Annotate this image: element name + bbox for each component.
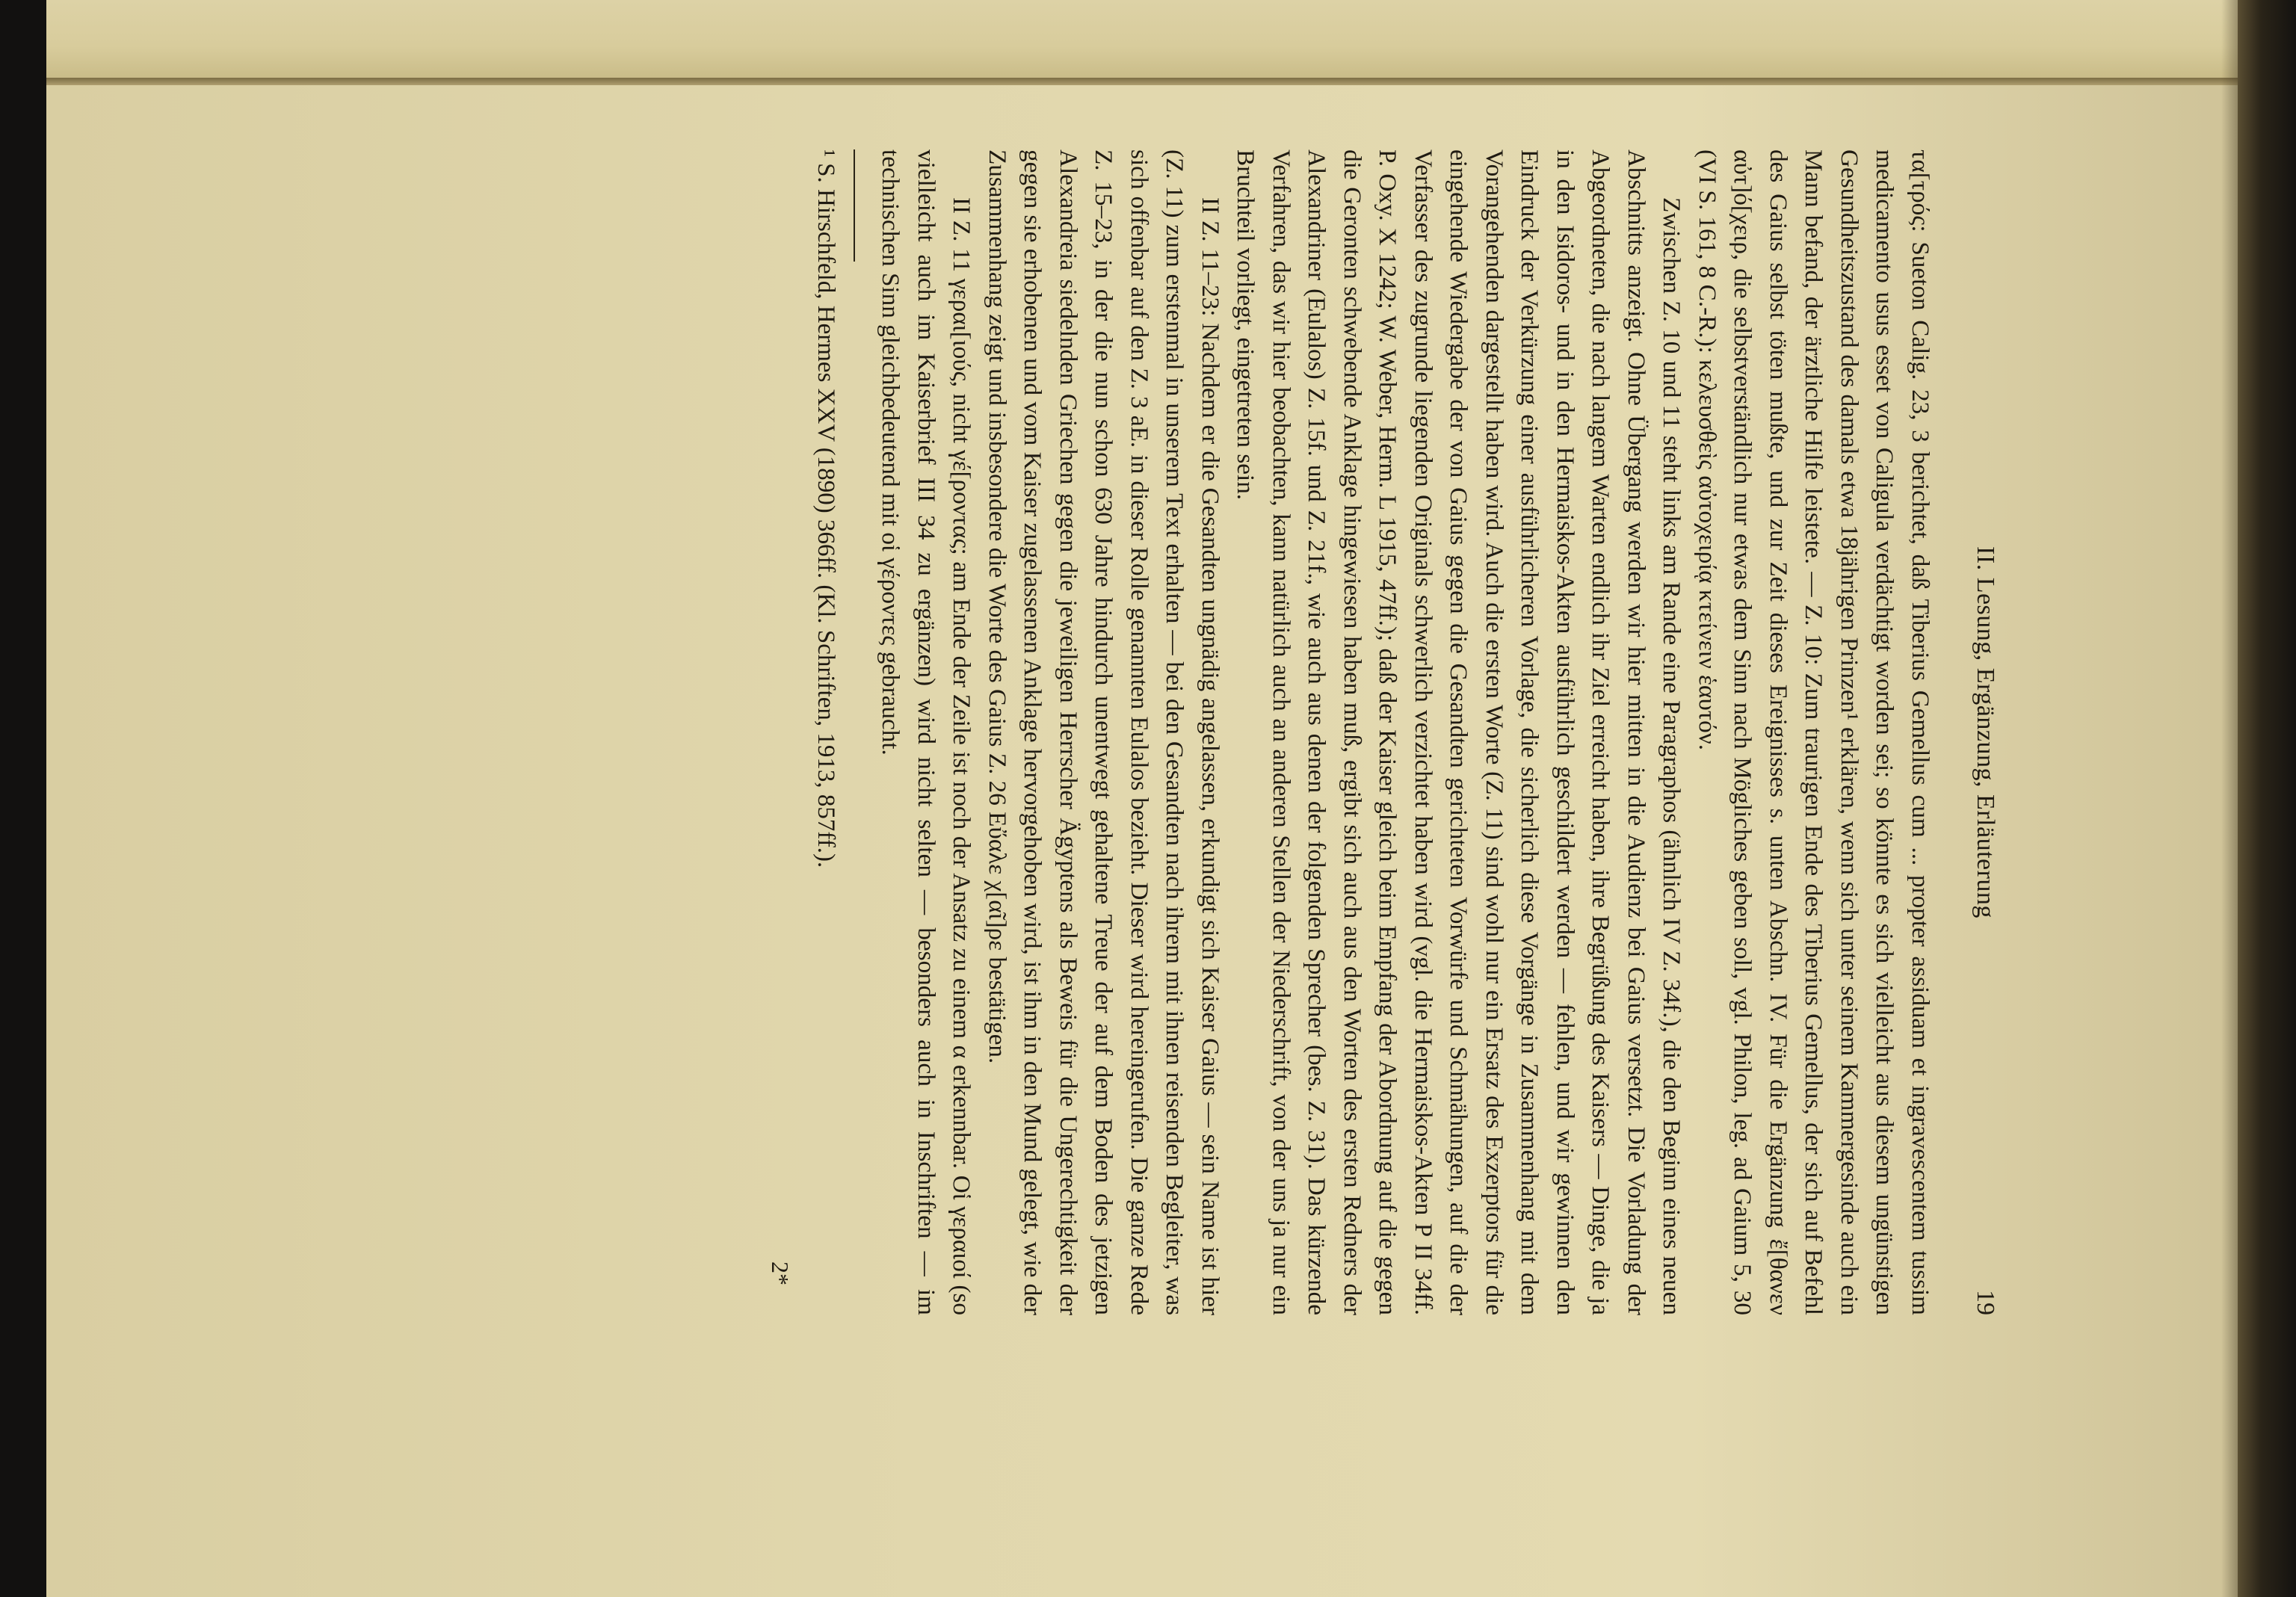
signature-mark: 2* [767,1261,794,1285]
page-number: 19 [1972,1290,1999,1315]
running-header: II. Lesung, Ergänzung, Erläuterung [1972,546,1999,918]
paragraph-3: II Z. 11–23: Nachdem er die Gesandten ungnädig angelassen, erkundigt sich Kaiser Gaius — sein Name ist hier (Z. 11) zum erstenmal in unserem Text erhalten — bei den Gesandten nach ihrem mit ihnen reisenden Begleiter, was sich offenbar auf den Z. 3 aE. in dieser Rolle genannten Eulalos bezieht. Dieser wird hereingerufen. Die ganze Rede Z. 15–23, in der die nun schon 630 Jahre hindurch unentwegt gehaltene Treue der auf dem Boden des jetzigen Alexandreia siedelnden Griechen gegen die jeweiligen Herrscher Ägyptens als Beweis für die Ungerechtigkeit der gegen sie erhobenen und vom Kaiser zugelassenen Anklage hervorgehoben wird, ist ihm in den Mund gelegt, wie der Zusammenhang zeigt und insbesondere die Worte des Gaius Z. 26 Εὔαλε χ[αῖ]ρε bestätigen. [984,149,1224,1315]
book-cover-edge [2238,0,2296,1597]
paragraph-1: τα[τρός: Sueton Calig. 23, 3 berichtet, daß Tiberius Gemellus cum ... propter assiduam et ingravescentem tussim medicamento usus esset von Caligula verdächtigt worden sei; so könnte es sich vielleicht aus diesem ungünstigen Gesundheitszustand des damals etwa 18jährigen Prinzen¹ erklären, wenn sich unter seinem Kammergesinde auch ein Mann befand, der ärztliche Hilfe leistete. — Z. 10: Zum traurigen Ende des Tiberius Gemellus, der sich auf Befehl des Gaius selbst töten mußte, und zur Zeit dieses Ereignisses s. unten Abschn. IV. Für die Ergänzung ἔ[θανεν αὐτ]ό[χειρ, die selbstverständlich nur etwas dem Sinn nach Mögliches geben soll, vgl. Philon, leg. ad Gaium 5, 30 (VI S. 161, 8 C.-R.): κελευσθεὶς αὐτοχειρίᾳ κτείνειν ἑαυτόν. [1694,149,1934,1315]
paragraph-4: II Z. 11 γεραι[ιούς, nicht γέ[ροντας; am Ende der Zeile ist noch der Ansatz zu einem α erkennbar. Οἱ γεραιοί (so vielleicht auch im Kaiserbrief III 34 zu ergänzen) wird nicht selten — besonders auch in Inschriften — im technischen Sinn gleichbedeutend mit οἱ γέροντες gebraucht. [877,149,976,1315]
paragraph-2: Zwischen Z. 10 und 11 steht links am Rande eine Paragraphos (ähnlich IV Z. 34f.), die den Beginn eines neuen Abschnitts anzeigt. Ohne Übergang werden wir hier mitten in die Audienz bei Gaius versetzt. Die Vorladung der Abgeordneten, die nach langem Warten endlich ihr Ziel erreicht haben, ihre Begrüßung des Kaisers — Dinge, die ja in den Isidoros- und in den Hermaiskos-Akten ausführlich geschildert werden — fehlen, und wir gewinnen den Eindruck der Verkürzung einer ausführlicheren Vorlage, die sicherlich diese Vorgänge in Zusammenhang mit dem Vorangehenden dargestellt haben wird. Auch die ersten Worte (Z. 11) sind wohl nur ein Ersatz des Exzerptors für die eingehende Wiedergabe der von Gaius gegen die Gesandten gerichteten Vorwürfe und Schmähungen, auf die der Verfasser des zugrunde liegenden Originals schwerlich verzichtet haben wird (vgl. die Hermaiskos-Akten P II 34ff. P. Oxy. X 1242; W. Weber, Herm. L 1915, 47ff.); daß der Kaiser gleich beim Empfang der Abordnung auf die gegen die Geronten schwebende Anklage hingewiesen haben muß, ergibt sich auch aus den Worten des ersten Redners der Alexandriner (Eulalos) Z. 15f. und Z. 21f., wie auch aus denen der folgenden Sprecher (bes. Z. 31). Das kürzende Verfahren, das wir hier beobachten, kann natürlich auch an anderen Stellen der Niederschrift, von der uns ja nur ein Bruchteil vorliegt, eingetreten sein. [1232,149,1686,1315]
footnote: ¹ S. Hirschfeld, Hermes XXV (1890) 366ff. (Kl. Schriften, 1913, 857ff.). [812,149,839,868]
page-header [1968,149,2003,1315]
footnote-rule [854,149,855,262]
page-text-block [336,149,2003,1315]
facing-page-edge [46,0,2238,84]
